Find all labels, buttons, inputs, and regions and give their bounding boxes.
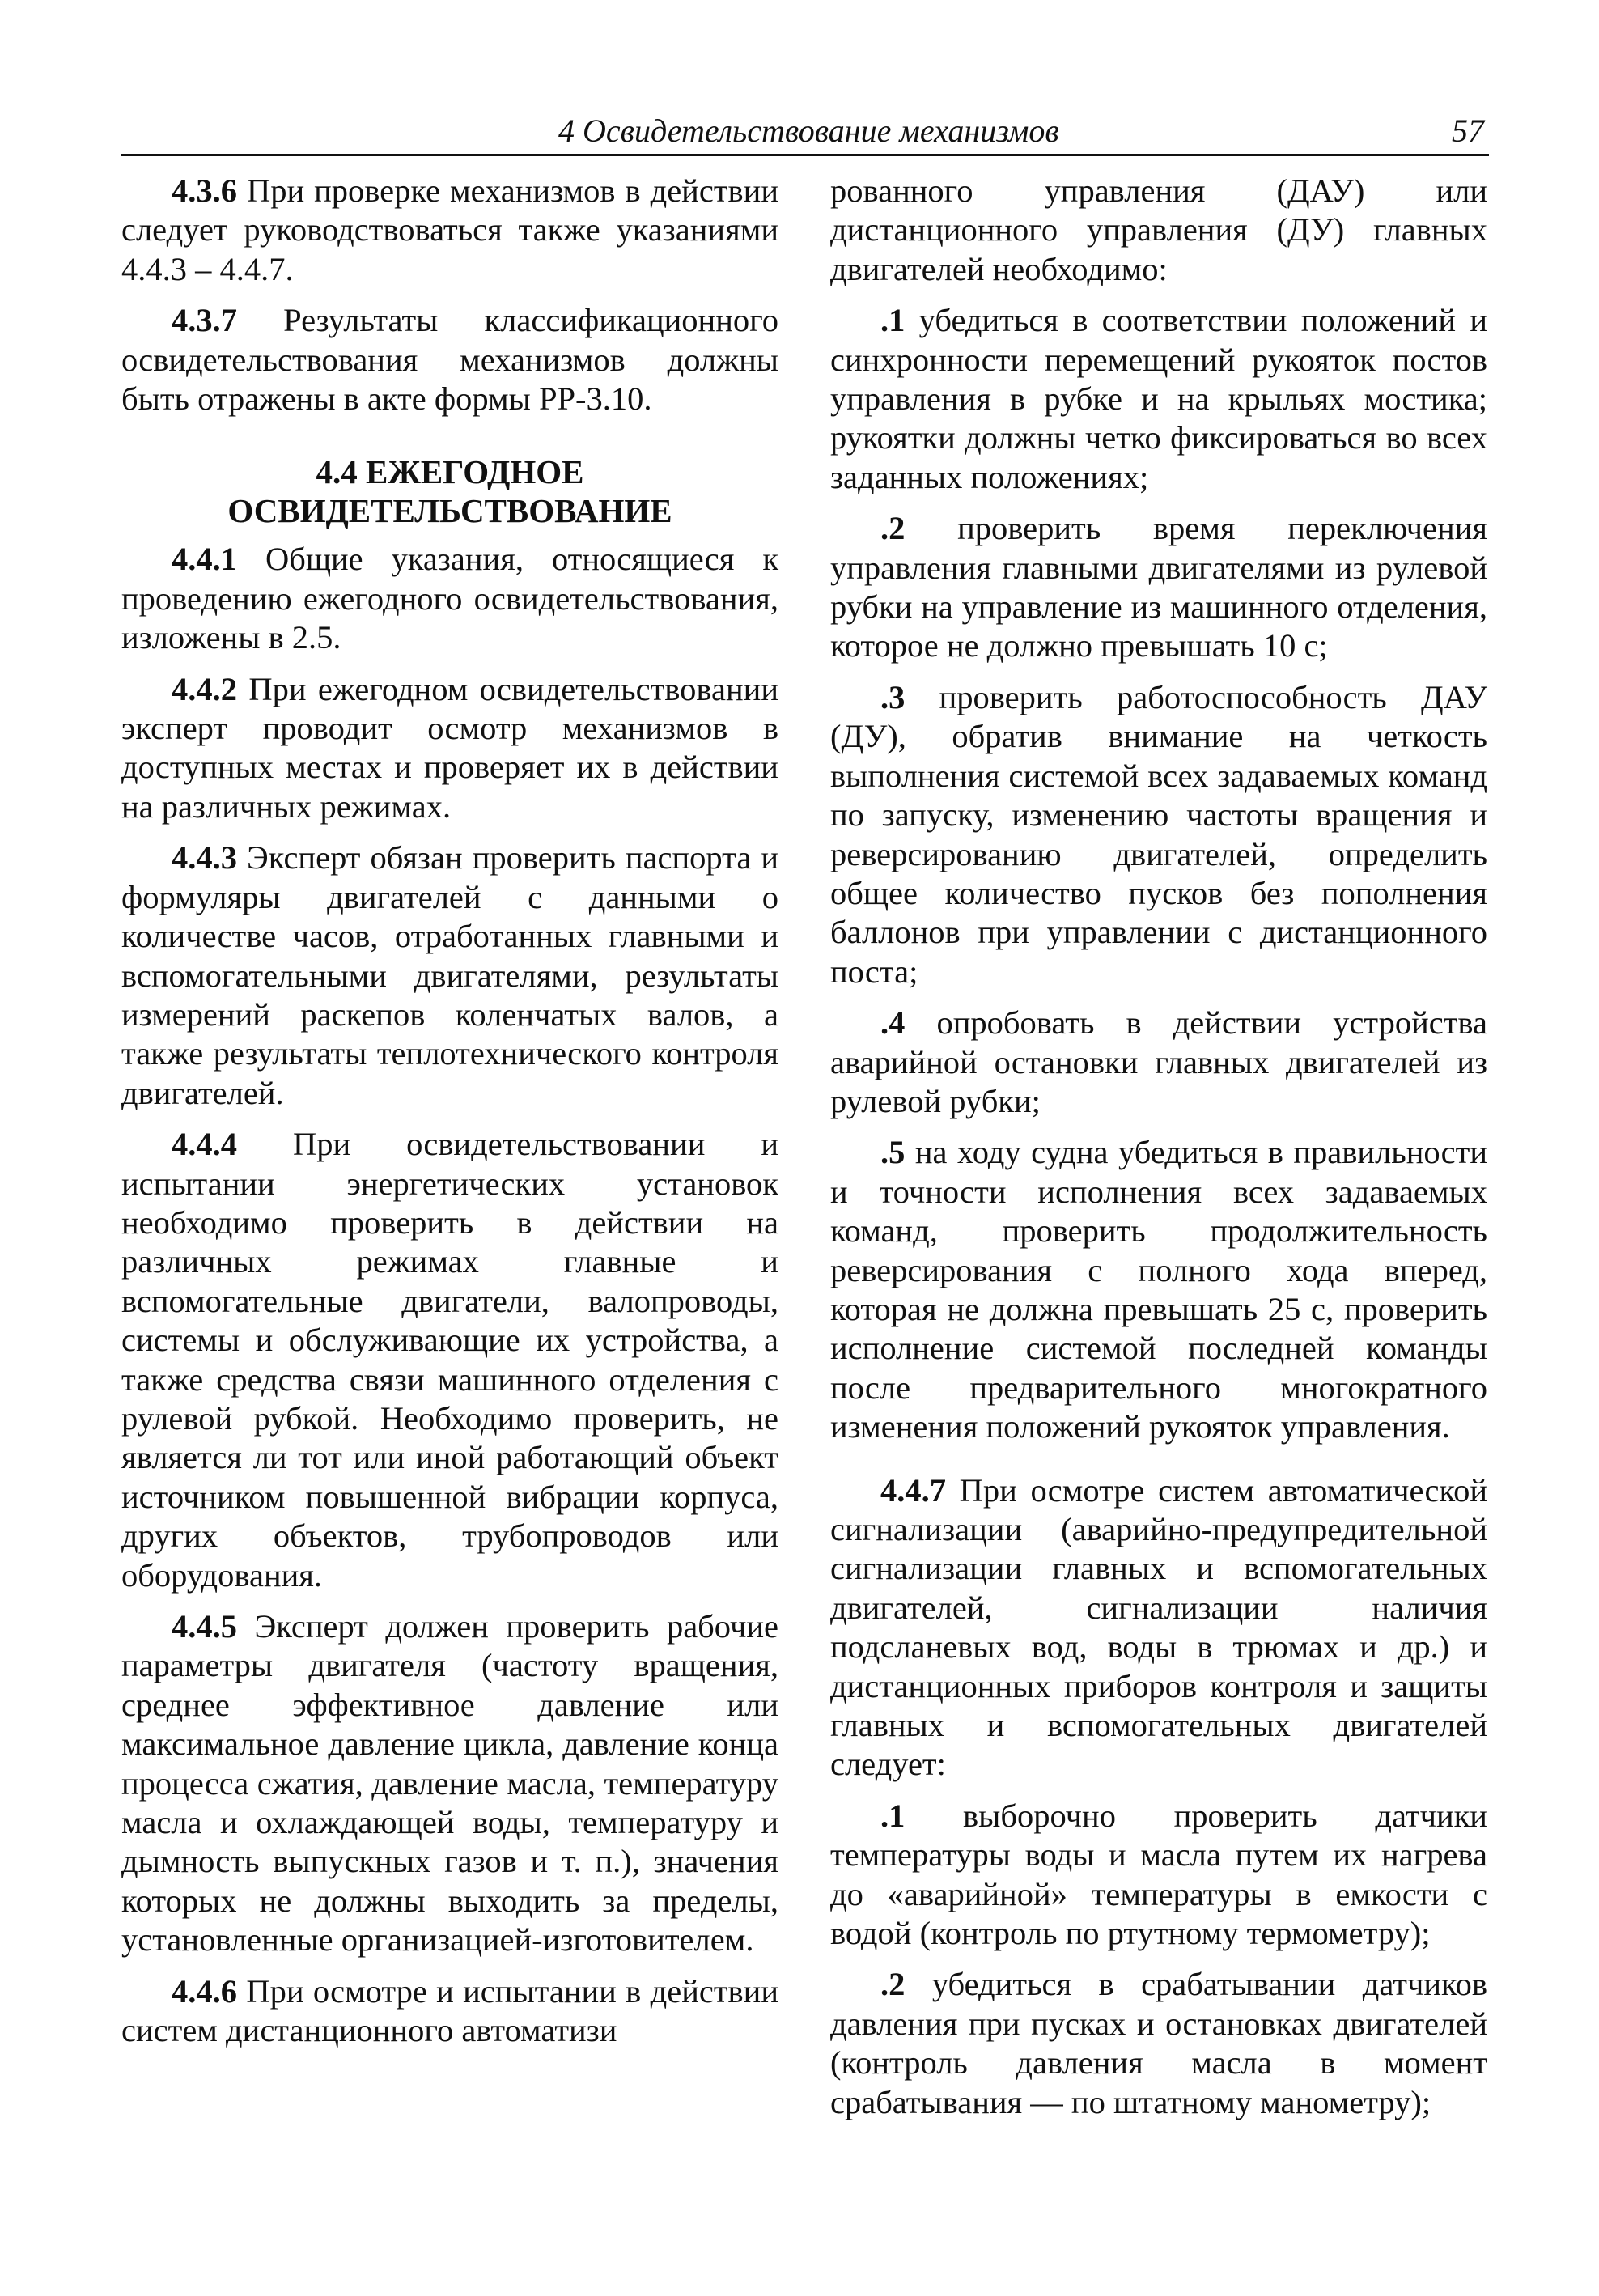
item-number: .2 — [880, 1966, 906, 2003]
paragraph-4-3-7 — [121, 301, 778, 418]
paragraph-4-4-1 — [121, 540, 778, 657]
item-number: .5 — [880, 1134, 906, 1171]
paragraph-text: Эксперт должен проверить рабочие параметры двигателя (частоту вращения, среднее эффективное давление или максимальное давление цикла, давление конца процесса сжатия, давление масла, температуру масла и охлаждающей воды, температуру и дымность выпускных газов и т. п.), значения которых не должны выходить за пределы, установленные организацией-изготовителем. — [121, 1608, 778, 1959]
paragraph-4-4-6 — [121, 1972, 778, 2051]
paragraph-4-4-5 — [121, 1607, 778, 1960]
paragraph-text: Результаты классификационного освидетельствования механизмов должны быть отражены в акте формы РР-3.10. — [121, 302, 778, 418]
paragraph-text: При ежегодном освидетельствовании эксперт проводит осмотр механизмов в доступных местах и проверяет их в действии на различных режимах. — [121, 670, 778, 825]
clause-number: 4.4.5 — [172, 1608, 237, 1645]
paragraph-text: При осмотре и испытании в действии систем дистанционного автоматизи — [121, 1972, 779, 2049]
item-number: .1 — [880, 1797, 906, 1834]
clause-number: 4.4.4 — [172, 1126, 237, 1163]
chapter-title: 4 Освидетельствование механизмов — [558, 112, 1059, 149]
list-item-4 — [830, 1004, 1487, 1121]
paragraph-text: При освидетельствовании и испытании энергетических установок необходимо проверить в действии на различных режимах главные и вспомогательные двигатели, валопроводы, системы и обслуживающие их устройства, а также средства связи машинного отделения с рулевой рубкой. Необходимо проверить, не является ли тот или иной работающий объект источником повышенной вибрации корпуса, других объектов, трубопроводов или оборудования. — [121, 1126, 779, 1594]
paragraph-text: При проверке механизмов в действии следует руководствоваться также указаниями 4.4.3 – 4.4.7. — [121, 172, 778, 287]
item-text: выборочно проверить датчики температуры воды и масла путем их нагрева до «аварийной» температуры в емкости с водой (контроль по ртутному термометру); — [830, 1797, 1487, 1952]
paragraph-text: Эксперт обязан проверить паспорта и формуляры двигателей с данными о количестве часов, отработанных главными и вспомогательными двигателями, результаты измерений раскепов коленчатых валов, а также результаты теплотехнического контроля двигателей. — [121, 839, 779, 1111]
list-item-1 — [830, 301, 1487, 497]
list-item-b2 — [830, 1965, 1487, 2122]
item-text: на ходу судна убедиться в правильности и точности исполнения всех задаваемых команд, проверить продолжительность реверсирования с полного хода вперед, которая не должна превышать 25 с, проверить исполнение системой последней команды после предварительного многократного изменения положений рукояток управления. — [830, 1134, 1487, 1445]
clause-number: 4.4.7 — [880, 1471, 946, 1509]
clause-number: 4.4.6 — [172, 1972, 237, 2010]
left-column — [121, 172, 778, 2062]
paragraph-4-4-2 — [121, 670, 778, 827]
list-item-2 — [830, 509, 1487, 666]
heading-line: ОСВИДЕТЕЛЬСТВОВАНИЕ — [227, 492, 672, 530]
clause-number: 4.4.1 — [172, 541, 237, 578]
clause-number: 4.4.2 — [172, 670, 237, 707]
item-text: убедиться в срабатывании датчиков давления при пусках и остановках двигателей (контроль давления масла в момент срабатывания — по штатному манометру); — [830, 1966, 1488, 2120]
list-item-5 — [830, 1133, 1487, 1446]
paragraph-4-4-7 — [830, 1471, 1487, 1785]
item-text: проверить работоспособность ДАУ (ДУ), обратив внимание на четкость выполнения системой всех задаваемых команд по запуску, изменению частоты вращения и реверсированию двигателей, определить общее количество пусков без пополнения баллонов при управлении с дистанционного поста; — [830, 678, 1488, 990]
item-text: проверить время переключения управления главными двигателями из рулевой рубки на управление из машинного отделения, которое не должно превышать 10 с; — [830, 510, 1488, 664]
clause-number: 4.3.6 — [172, 172, 237, 209]
right-column — [830, 172, 1487, 2134]
paragraph-text: При осмотре систем автоматической сигнализации (аварийно-предупредительной сигнализации главных и вспомогательных двигателей, сигнализации наличия подсланевых вод, воды в трюмах и др.) и дистанционных приборов контроля и защиты главных и вспомогательных двигателей следует: — [830, 1471, 1488, 1783]
item-text: убедиться в соответствии положений и синхронности перемещений рукояток постов управления в рубке и на крыльях мостика; рукоятки должны четко фиксироваться во всех заданных положениях; — [830, 302, 1487, 495]
paragraph-4-4-3 — [121, 838, 778, 1113]
list-item-b1 — [830, 1797, 1487, 1954]
running-header — [121, 104, 1489, 156]
paragraph-4-3-6 — [121, 172, 778, 289]
paragraph-4-4-4 — [121, 1125, 778, 1595]
heading-line: 4.4 ЕЖЕГОДНОЕ — [316, 453, 584, 491]
paragraph-text: Общие указания, относящиеся к проведению ежегодного освидетельствования, изложены в 2.5. — [121, 541, 778, 656]
item-number: .1 — [880, 302, 906, 339]
item-number: .3 — [880, 678, 906, 715]
item-number: .4 — [880, 1004, 906, 1042]
page-number: 57 — [1452, 112, 1484, 149]
clause-number: 4.4.3 — [172, 839, 237, 876]
item-number: .2 — [880, 510, 906, 547]
paragraph-4-4-6-continued: рованного управления (ДАУ) или дистанционного управления (ДУ) главных двигателей необходимо: — [830, 172, 1487, 287]
list-item-3 — [830, 678, 1487, 991]
clause-number: 4.3.7 — [172, 302, 237, 339]
item-text: опробовать в действии устройства аварийной остановки главных двигателей из рулевой рубки; — [830, 1004, 1487, 1119]
section-heading-4-4 — [121, 452, 778, 530]
